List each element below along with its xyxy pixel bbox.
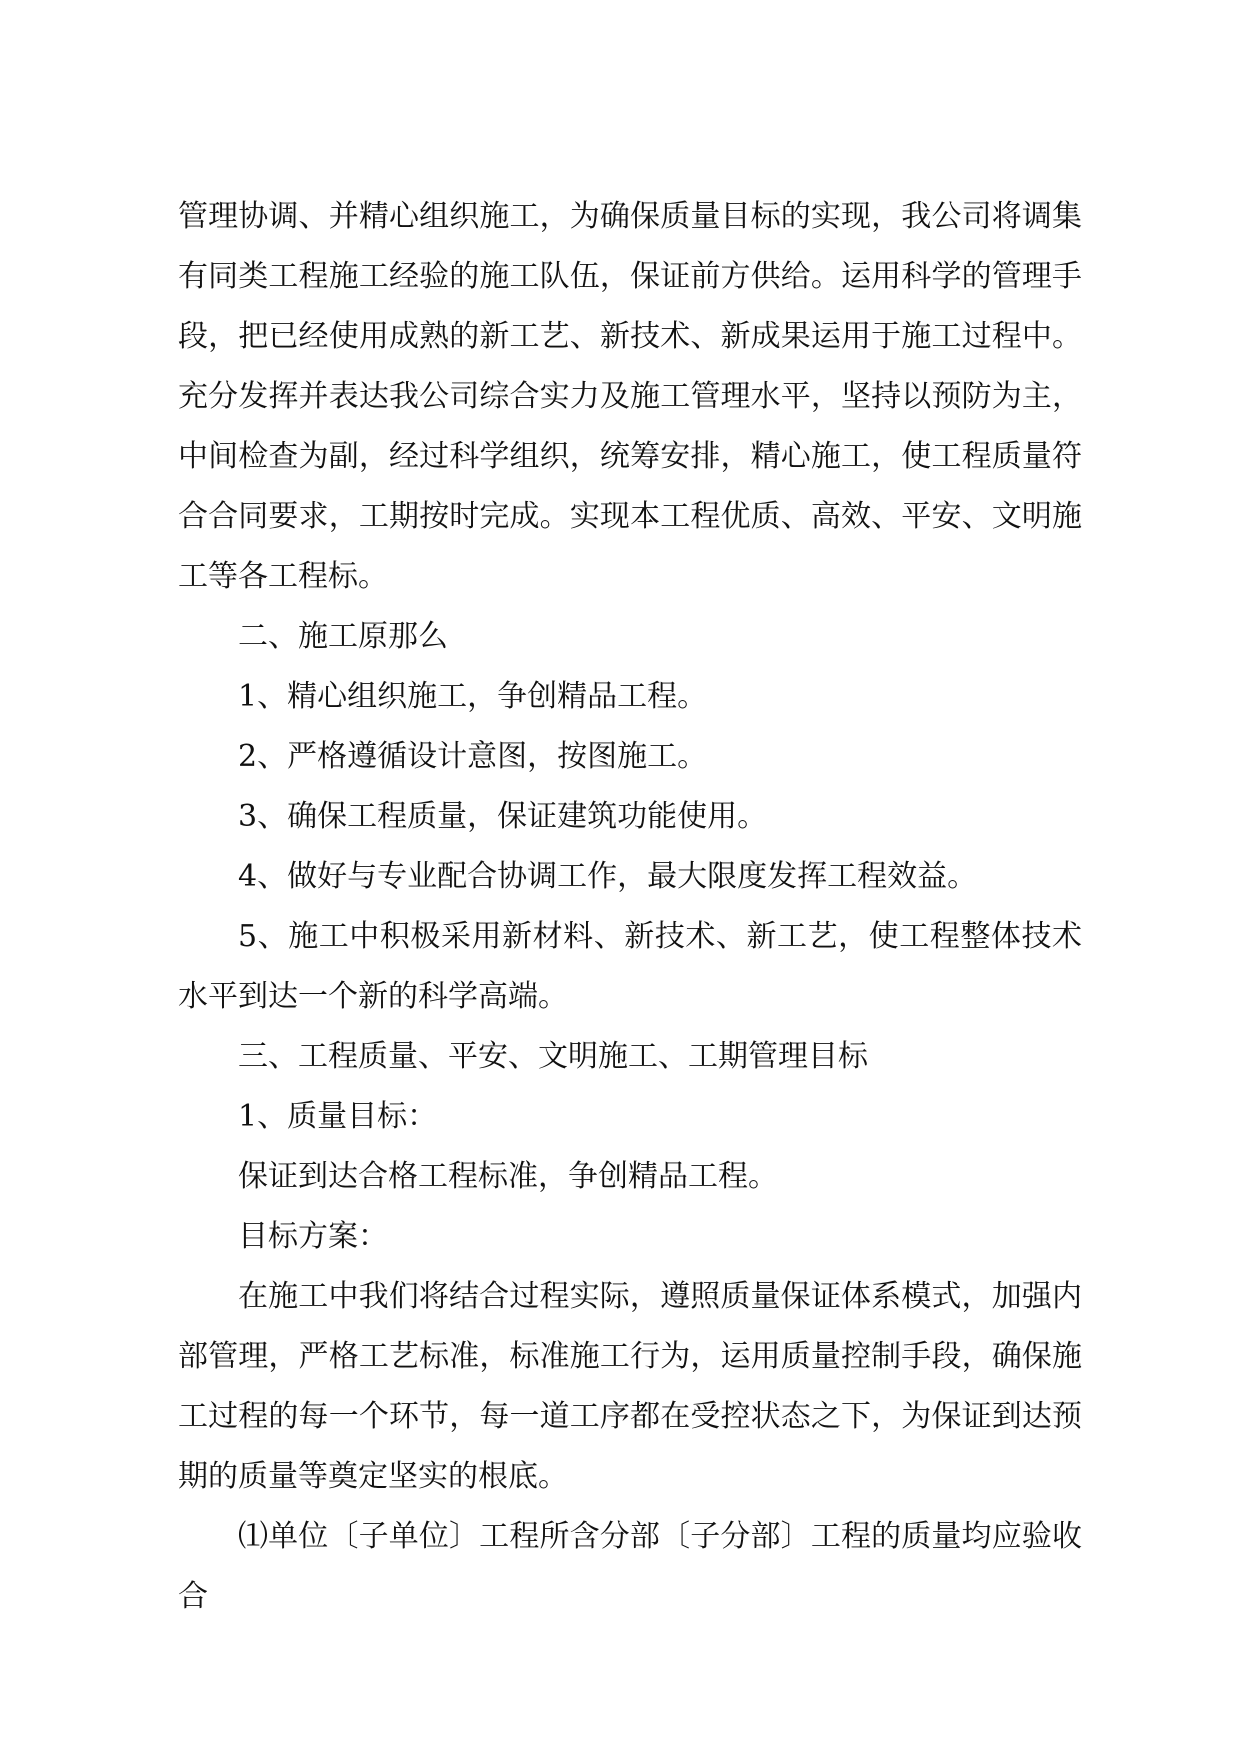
acceptance-item-1: ⑴单位〔子单位〕工程所含分部〔子分部〕工程的质量均应验收合: [178, 1519, 1082, 1614]
paragraph-intro: 管理协调、并精心组织施工，为确保质量目标的实现，我公司将调集有同类工程施工经验的施工队伍，保证前方供给。运用科学的管理手段，把已经使用成熟的新工艺、新技术、新成果运用于施工过程中。充分发挥并表达我公司综合实力及施工管理水平，坚持以预防为主，中间检查为副，经过科学组织，统筹安排，精心施工，使工程质量符合合同要求，工期按时完成。实现本工程优质、高效、平安、文明施工等各工程标。: [178, 199, 1082, 594]
section-heading-targets: 三、工程质量、平安、文明施工、工期管理目标: [238, 1039, 868, 1074]
target-plan-heading: 目标方案：: [238, 1219, 388, 1254]
principle-item-4: 4、做好与专业配合协调工作，最大限度发挥工程效益。: [238, 859, 978, 894]
document-body: [178, 187, 1082, 1627]
quality-target-text: 保证到达合格工程标准，争创精品工程。: [238, 1159, 778, 1194]
target-plan-text: 在施工中我们将结合过程实际，遵照质量保证体系模式，加强内部管理，严格工艺标准，标准施工行为，运用质量控制手段，确保施工过程的每一个环节，每一道工序都在受控状态之下，为保证到达预期的质量等奠定坚实的根底。: [178, 1279, 1082, 1494]
section-heading-principles: 二、施工原那么: [238, 619, 448, 654]
quality-target-heading: 1、质量目标：: [238, 1099, 438, 1134]
principle-item-1: 1、精心组织施工，争创精品工程。: [238, 679, 708, 714]
principle-item-5: 5、施工中积极采用新材料、新技术、新工艺，使工程整体技术水平到达一个新的科学高端。: [178, 919, 1082, 1014]
principle-item-3: 3、确保工程质量，保证建筑功能使用。: [238, 799, 768, 834]
principle-item-2: 2、严格遵循设计意图，按图施工。: [238, 739, 708, 774]
